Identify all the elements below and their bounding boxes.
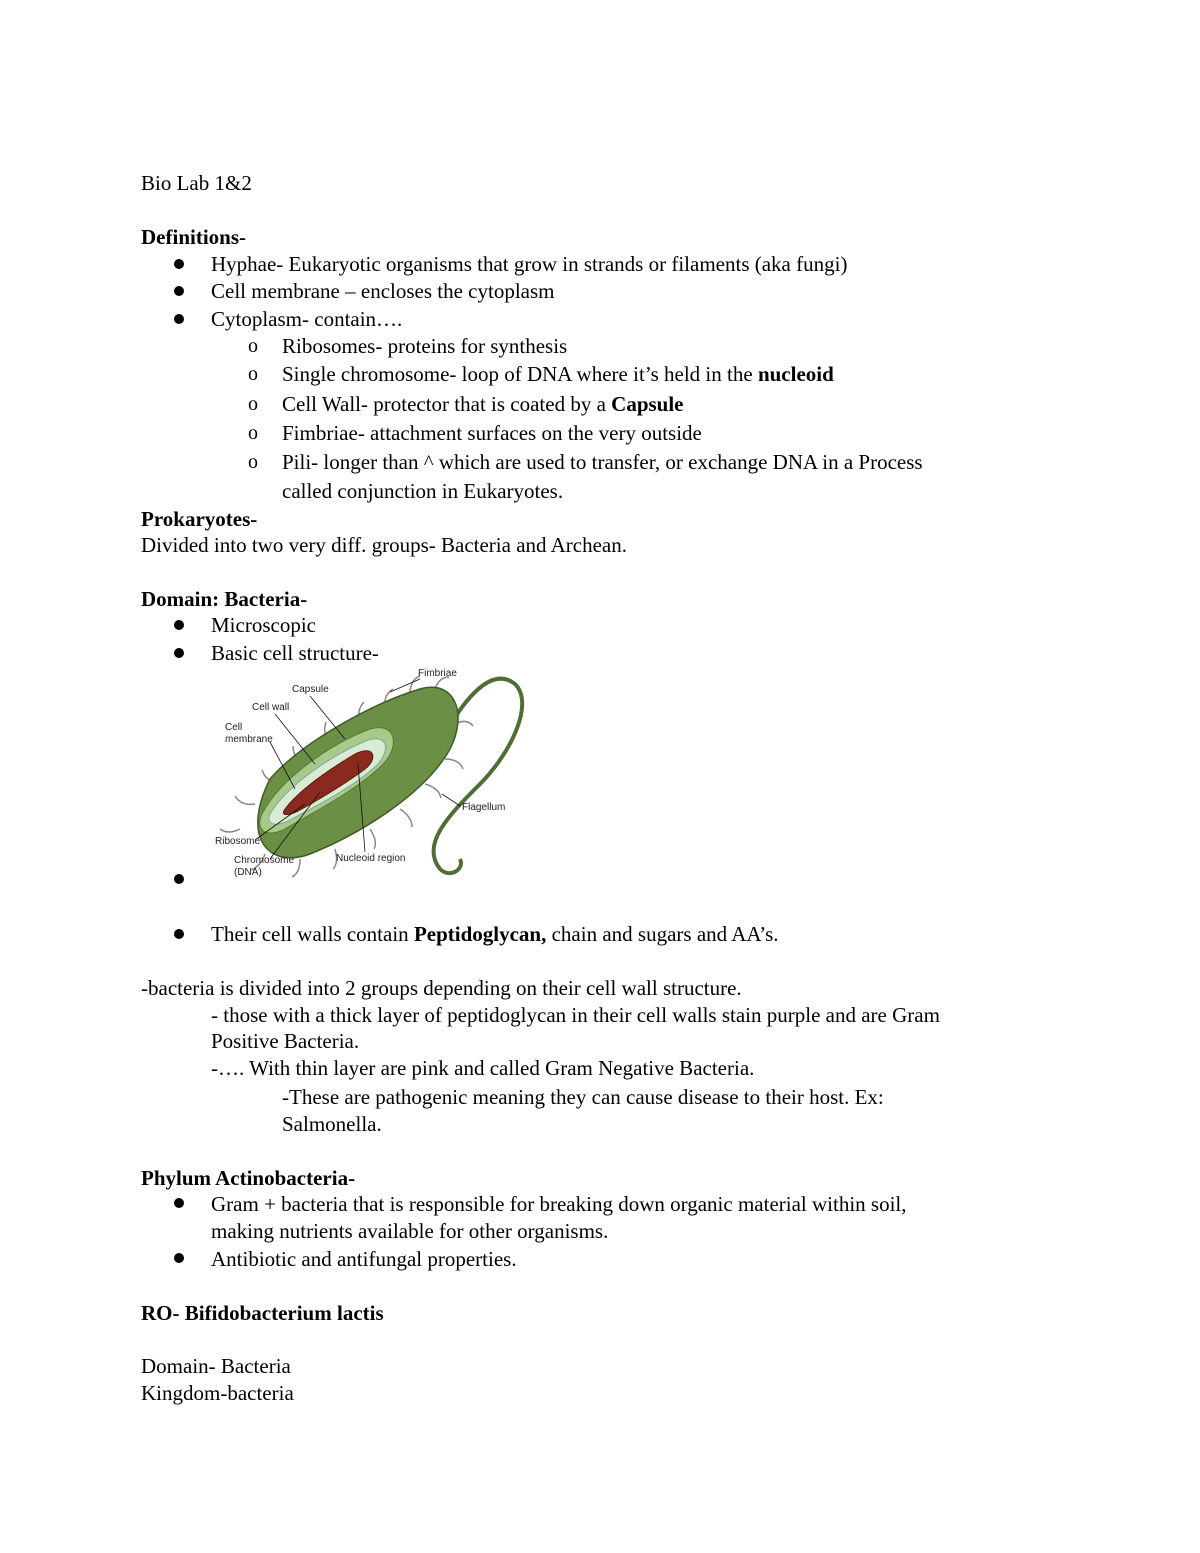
diagram-label-fimbriae: Fimbriae xyxy=(418,668,457,679)
sub-bullet-marker: o xyxy=(248,422,258,444)
bullet-marker xyxy=(174,1198,184,1208)
diagram-label-nucleoid: Nucleoid region xyxy=(336,853,406,864)
subitem-chromosome: Single chromosome- loop of DNA where it’s held in the nucleoid xyxy=(282,362,834,386)
bullet-marker xyxy=(174,314,184,324)
ro-heading: RO- Bifidobacterium lactis xyxy=(141,1301,384,1325)
groups-line-2: - those with a thick layer of peptidoglycan in their cell walls stain purple and are Gram xyxy=(211,1003,940,1027)
diagram-label-cell-wall: Cell wall xyxy=(252,702,290,713)
bacteria-item-cell-walls: Their cell walls contain Peptidoglycan, chain and sugars and AA’s. xyxy=(211,922,779,946)
prokaryotes-text: Divided into two very diff. groups- Bacteria and Archean. xyxy=(141,533,627,557)
bullet-marker xyxy=(174,1253,184,1263)
groups-line-3: Positive Bacteria. xyxy=(211,1029,360,1053)
bacteria-item-microscopic: Microscopic xyxy=(211,613,316,637)
subitem-cell-wall: Cell Wall- protector that is coated by a Capsule xyxy=(282,392,684,416)
actino-item-2: Antibiotic and antifungal properties. xyxy=(211,1247,517,1271)
bullet-marker xyxy=(174,259,184,269)
diagram-label-chromosome: Chromosome xyxy=(234,855,295,866)
sub-bullet-marker: o xyxy=(248,451,258,473)
subitem-pili-continued: called conjunction in Eukaryotes. xyxy=(282,479,564,503)
actino-item-1: Gram + bacteria that is responsible for breaking down organic material within soil, xyxy=(211,1192,907,1216)
definitions-heading: Definitions- xyxy=(141,225,246,249)
subitem-pili: Pili- longer than ^ which are used to transfer, or exchange DNA in a Process xyxy=(282,450,923,474)
subitem-fimbriae: Fimbriae- attachment surfaces on the very outside xyxy=(282,421,702,445)
ro-domain: Domain- Bacteria xyxy=(141,1354,291,1378)
groups-line-6: Salmonella. xyxy=(282,1112,382,1136)
bullet-marker xyxy=(174,620,184,630)
definition-hyphae: Hyphae- Eukaryotic organisms that grow in strands or filaments (aka fungi) xyxy=(211,252,848,276)
bullet-marker xyxy=(174,286,184,296)
diagram-label-cell-membrane: Cell xyxy=(225,722,243,733)
bacteria-item-basic-structure: Basic cell structure- xyxy=(211,641,379,665)
bullet-marker xyxy=(174,929,184,939)
definition-cytoplasm: Cytoplasm- contain…. xyxy=(211,307,403,331)
subitem-ribosomes: Ribosomes- proteins for synthesis xyxy=(282,334,568,358)
prokaryotes-heading: Prokaryotes- xyxy=(141,507,258,531)
sub-bullet-marker: o xyxy=(248,393,258,415)
diagram-label-cell-membrane-2: membrane xyxy=(225,734,273,745)
sub-bullet-marker: o xyxy=(248,363,258,385)
definition-cell-membrane: Cell membrane – encloses the cytoplasm xyxy=(211,279,555,303)
sub-bullet-marker: o xyxy=(248,335,258,357)
bacterial-cell-diagram xyxy=(210,664,530,884)
actino-heading: Phylum Actinobacteria- xyxy=(141,1166,356,1190)
groups-line-4: -…. With thin layer are pink and called Gram Negative Bacteria. xyxy=(211,1056,755,1080)
diagram-label-flagellum: Flagellum xyxy=(462,802,506,813)
groups-line-1: -bacteria is divided into 2 groups depending on their cell wall structure. xyxy=(141,976,742,1000)
diagram-label-capsule: Capsule xyxy=(292,684,329,695)
actino-item-1-continued: making nutrients available for other organisms. xyxy=(211,1219,609,1243)
document-title: Bio Lab 1&2 xyxy=(141,171,252,195)
diagram-label-ribosome: Ribosome xyxy=(215,836,261,847)
diagram-label-chromosome-2: (DNA) xyxy=(234,867,262,878)
groups-line-5: -These are pathogenic meaning they can cause disease to their host. Ex: xyxy=(282,1085,884,1109)
bullet-marker xyxy=(174,874,184,884)
bullet-marker xyxy=(174,648,184,658)
bacteria-heading: Domain: Bacteria- xyxy=(141,587,308,611)
ro-kingdom: Kingdom-bacteria xyxy=(141,1381,294,1405)
